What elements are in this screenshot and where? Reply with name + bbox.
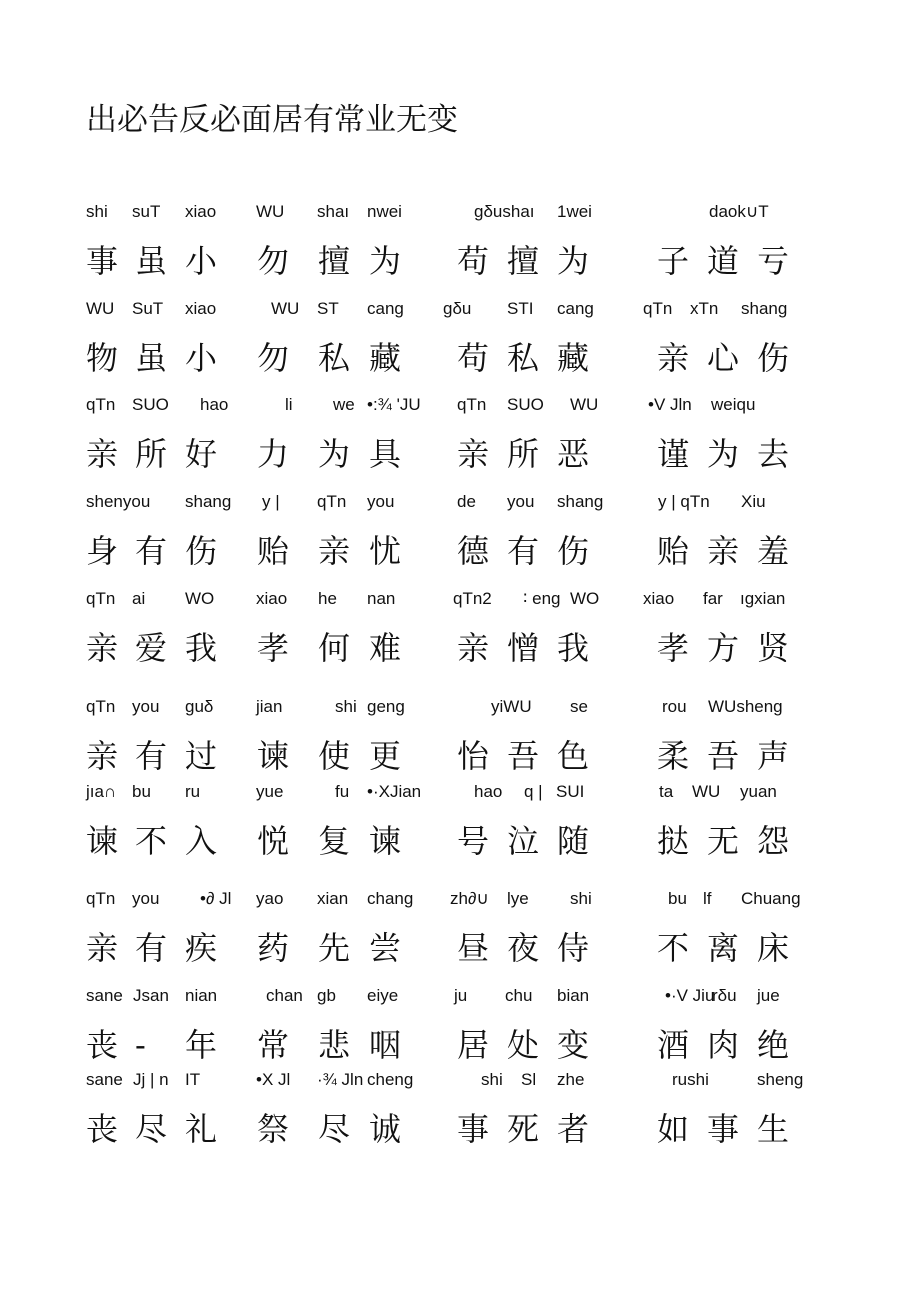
hanzi-character: 绝 (757, 1026, 790, 1064)
pinyin-syllable: Jsan (133, 986, 169, 1005)
hanzi-character: 肉 (707, 1026, 740, 1064)
hanzi-character: 离 (707, 929, 740, 967)
hanzi-character: 孝 (257, 629, 290, 667)
hanzi-character: 谨 (657, 435, 690, 473)
hanzi-character: 贤 (757, 629, 790, 667)
hanzi-character: 难 (369, 629, 402, 667)
hanzi-character: 忧 (369, 532, 402, 570)
pinyin-syllable: qTn (457, 395, 487, 414)
hanzi-character: - (135, 1026, 146, 1064)
hanzi-character: 丧 (86, 1110, 119, 1148)
hanzi-character: 尝 (369, 929, 402, 967)
pinyin-syllable: hao (474, 782, 503, 801)
hanzi-character: 不 (135, 822, 168, 860)
hanzi-character: 贻 (257, 532, 290, 570)
hanzi-character: 亲 (657, 339, 690, 377)
pinyin-syllable: xiao (643, 589, 675, 608)
pinyin-syllable: li (285, 395, 293, 414)
pinyin-syllable: xiao (185, 202, 217, 221)
pinyin-syllable: cang (557, 299, 594, 318)
pinyin-syllable: lf (703, 889, 712, 908)
hanzi-character: 有 (135, 929, 168, 967)
hanzi-character: 恶 (557, 435, 590, 473)
hanzi-character: 亲 (707, 532, 740, 570)
pinyin-syllable: yuan (740, 782, 777, 801)
hanzi-character: 先 (318, 929, 351, 967)
hanzi-character: 苟 (457, 339, 490, 377)
pinyin-syllable: chan (266, 986, 303, 1005)
hanzi-character: 物 (86, 339, 119, 377)
hanzi-character: 谏 (86, 822, 119, 860)
hanzi-character: 孝 (657, 629, 690, 667)
pinyin-syllable: geng (367, 697, 405, 716)
hanzi-character: 具 (369, 435, 402, 473)
pinyin-syllable: bu (132, 782, 151, 801)
hanzi-character: 生 (757, 1110, 790, 1148)
pinyin-syllable: rushi (672, 1070, 709, 1089)
hanzi-character: 诚 (369, 1110, 402, 1148)
pinyin-syllable: qTn (86, 589, 116, 608)
hanzi-character: 好 (185, 435, 218, 473)
hanzi-character: 为 (557, 242, 590, 280)
hanzi-character: 虽 (135, 339, 168, 377)
pinyin-syllable: qTn (86, 395, 116, 414)
pinyin-syllable: sheng (757, 1070, 804, 1089)
hanzi-character: 有 (507, 532, 540, 570)
pinyin-syllable: cheng (367, 1070, 414, 1089)
pinyin-syllable: you (132, 889, 160, 908)
hanzi-character: 亲 (86, 929, 119, 967)
pinyin-syllable: shi (570, 889, 592, 908)
page-title: 出必告反必面居有常业无变 (86, 102, 458, 138)
pinyin-syllable: sane (86, 986, 123, 1005)
pinyin-syllable: se (570, 697, 588, 716)
hanzi-character: 心 (707, 339, 740, 377)
pinyin-syllable: SuT (132, 299, 164, 318)
hanzi-character: 处 (507, 1026, 540, 1064)
hanzi-character: 怨 (757, 822, 790, 860)
pinyin-syllable: Sl (521, 1070, 537, 1089)
pinyin-syllable: bu (668, 889, 687, 908)
pinyin-syllable: Xiu (741, 492, 766, 511)
pinyin-syllable: weiqu (711, 395, 756, 414)
hanzi-character: 酒 (657, 1026, 690, 1064)
hanzi-character: 丧 (86, 1026, 119, 1064)
hanzi-character: 事 (707, 1110, 740, 1148)
pinyin-syllable: zhe (557, 1070, 585, 1089)
hanzi-character: 昼 (457, 929, 490, 967)
pinyin-syllable: SUI (556, 782, 585, 801)
hanzi-character: 泣 (507, 822, 540, 860)
pinyin-syllable: zh∂∪ (450, 889, 489, 908)
pinyin-syllable: nan (367, 589, 396, 608)
hanzi-character: 常 (257, 1026, 290, 1064)
hanzi-character: 所 (135, 435, 168, 473)
pinyin-syllable: jue (757, 986, 780, 1005)
hanzi-character: 药 (257, 929, 290, 967)
hanzi-character: 擅 (318, 242, 351, 280)
hanzi-character: 亲 (86, 737, 119, 775)
pinyin-syllable: qTn (643, 299, 673, 318)
pinyin-syllable: gb (317, 986, 336, 1005)
pinyin-syllable: shang (185, 492, 232, 511)
hanzi-character: 无 (707, 822, 740, 860)
pinyin-syllable: yao (256, 889, 284, 908)
pinyin-syllable: he (318, 589, 337, 608)
pinyin-syllable: ta (659, 782, 674, 801)
pinyin-syllable: SUO (132, 395, 169, 414)
hanzi-character: 亲 (86, 435, 119, 473)
hanzi-character: 尽 (318, 1110, 351, 1148)
pinyin-syllable: daok∪T (709, 202, 769, 221)
hanzi-character: 道 (707, 242, 740, 280)
hanzi-character: 号 (457, 822, 490, 860)
hanzi-character: 咽 (369, 1026, 402, 1064)
hanzi-character: 柔 (657, 737, 690, 775)
hanzi-character: 小 (185, 242, 218, 280)
hanzi-character: 有 (135, 532, 168, 570)
hanzi-character: 伤 (557, 532, 590, 570)
hanzi-character: 小 (185, 339, 218, 377)
pinyin-syllable: xian (317, 889, 349, 908)
hanzi-character: 伤 (185, 532, 218, 570)
pinyin-syllable: chang (367, 889, 414, 908)
hanzi-character: 悦 (257, 822, 290, 860)
pinyin-syllable: 1wei (557, 202, 592, 221)
pinyin-syllable: WO (570, 589, 600, 608)
pinyin-syllable: •V Jln (648, 395, 692, 414)
pinyin-syllable: IT (185, 1070, 201, 1089)
hanzi-character: 色 (557, 737, 590, 775)
hanzi-character: 亲 (318, 532, 351, 570)
hanzi-character: 我 (557, 629, 590, 667)
hanzi-character: 谏 (257, 737, 290, 775)
hanzi-character: 有 (135, 737, 168, 775)
pinyin-syllable: ai (132, 589, 146, 608)
pinyin-syllable: you (367, 492, 395, 511)
hanzi-character: 不 (657, 929, 690, 967)
hanzi-character: 祭 (257, 1110, 290, 1148)
pinyin-syllable: WU (271, 299, 300, 318)
hanzi-character: 如 (657, 1110, 690, 1148)
hanzi-character: 死 (507, 1110, 540, 1148)
pinyin-syllable: de (457, 492, 476, 511)
hanzi-character: 更 (369, 737, 402, 775)
hanzi-character: 入 (185, 822, 218, 860)
hanzi-character: 怡 (457, 737, 490, 775)
pinyin-syllable: qTn (317, 492, 347, 511)
pinyin-syllable: suT (132, 202, 161, 221)
pinyin-syllable: ·¾ Jln (317, 1070, 364, 1089)
pinyin-syllable: ru (185, 782, 201, 801)
pinyin-syllable: ∶ eng (523, 589, 561, 608)
pinyin-syllable: y | (262, 492, 280, 511)
pinyin-syllable: •:¾ 'JU (367, 395, 421, 414)
pinyin-syllable: chu (505, 986, 533, 1005)
hanzi-character: 事 (457, 1110, 490, 1148)
pinyin-syllable: gδu (443, 299, 472, 318)
pinyin-syllable: we (333, 395, 355, 414)
pinyin-syllable: Jj | n (133, 1070, 169, 1089)
hanzi-character: 吾 (707, 737, 740, 775)
pinyin-syllable: SUO (507, 395, 544, 414)
pinyin-syllable: STI (507, 299, 534, 318)
hanzi-character: 爱 (135, 629, 168, 667)
hanzi-character: 声 (757, 737, 790, 775)
pinyin-syllable: Chuang (741, 889, 801, 908)
hanzi-character: 私 (507, 339, 540, 377)
hanzi-character: 尽 (135, 1110, 168, 1148)
hanzi-character: 子 (657, 242, 690, 280)
hanzi-character: 悲 (318, 1026, 351, 1064)
pinyin-syllable: yue (256, 782, 284, 801)
pinyin-syllable: xiao (185, 299, 217, 318)
pinyin-syllable: shaı (317, 202, 350, 221)
hanzi-character: 亲 (457, 629, 490, 667)
hanzi-character: 侍 (557, 929, 590, 967)
pinyin-syllable: fu (335, 782, 350, 801)
pinyin-syllable: sane (86, 1070, 123, 1089)
pinyin-syllable: guδ (185, 697, 214, 716)
pinyin-syllable: hao (200, 395, 229, 414)
hanzi-character: 礼 (185, 1110, 218, 1148)
pinyin-syllable: bian (557, 986, 590, 1005)
hanzi-character: 私 (318, 339, 351, 377)
pinyin-syllable: rou (662, 697, 687, 716)
pinyin-syllable: nwei (367, 202, 402, 221)
hanzi-character: 藏 (557, 339, 590, 377)
hanzi-character: 事 (86, 242, 119, 280)
pinyin-syllable: q | (524, 782, 543, 801)
pinyin-syllable: WU (256, 202, 285, 221)
pinyin-syllable: shenyou (86, 492, 151, 511)
hanzi-character: 虽 (135, 242, 168, 280)
hanzi-character: 年 (185, 1026, 218, 1064)
hanzi-character: 吾 (507, 737, 540, 775)
pinyin-syllable: shang (557, 492, 604, 511)
pinyin-syllable: qTn (86, 889, 116, 908)
hanzi-character: 何 (318, 629, 351, 667)
pinyin-syllable: ST (317, 299, 339, 318)
pinyin-syllable: ju (454, 986, 468, 1005)
hanzi-character: 复 (318, 822, 351, 860)
hanzi-character: 去 (757, 435, 790, 473)
pinyin-syllable: rδu (712, 986, 737, 1005)
hanzi-character: 德 (457, 532, 490, 570)
hanzi-character: 挞 (657, 822, 690, 860)
pinyin-syllable: far (703, 589, 723, 608)
hanzi-character: 亲 (86, 629, 119, 667)
hanzi-character: 使 (318, 737, 351, 775)
pinyin-syllable: qTn (86, 697, 116, 716)
pinyin-syllable: xiao (256, 589, 288, 608)
hanzi-character: 苟 (457, 242, 490, 280)
hanzi-character: 床 (757, 929, 790, 967)
hanzi-character: 夜 (507, 929, 540, 967)
hanzi-character: 贻 (657, 532, 690, 570)
pinyin-syllable: WO (185, 589, 215, 608)
hanzi-character: 亏 (757, 242, 790, 280)
pinyin-syllable: WUsheng (708, 697, 783, 716)
pinyin-syllable: shi (335, 697, 357, 716)
pinyin-syllable: WU (570, 395, 599, 414)
hanzi-character: 藏 (369, 339, 402, 377)
pinyin-syllable: WU (692, 782, 721, 801)
hanzi-character: 为 (369, 242, 402, 280)
pinyin-syllable: gδushaı (474, 202, 535, 221)
hanzi-character: 我 (185, 629, 218, 667)
hanzi-character: 过 (185, 737, 218, 775)
pinyin-syllable: you (132, 697, 160, 716)
hanzi-character: 力 (257, 435, 290, 473)
hanzi-character: 憎 (507, 629, 540, 667)
pinyin-syllable: •X Jl (256, 1070, 291, 1089)
pinyin-syllable: cang (367, 299, 404, 318)
hanzi-character: 勿 (257, 339, 290, 377)
pinyin-syllable: lye (507, 889, 529, 908)
pinyin-syllable: you (507, 492, 535, 511)
pinyin-syllable: shi (481, 1070, 503, 1089)
hanzi-character: 所 (507, 435, 540, 473)
pinyin-syllable: qTn2 (453, 589, 492, 608)
hanzi-character: 随 (557, 822, 590, 860)
hanzi-character: 擅 (507, 242, 540, 280)
hanzi-character: 伤 (757, 339, 790, 377)
pinyin-syllable: WU (86, 299, 115, 318)
pinyin-syllable: eiye (367, 986, 399, 1005)
hanzi-character: 变 (557, 1026, 590, 1064)
pinyin-syllable: yiWU (491, 697, 532, 716)
hanzi-character: 羞 (757, 532, 790, 570)
hanzi-character: 身 (86, 532, 119, 570)
pinyin-syllable: •·V Jiu (665, 986, 715, 1005)
pinyin-syllable: nian (185, 986, 218, 1005)
pinyin-syllable: •∂ Jl (200, 889, 232, 908)
pinyin-syllable: ıgxian (740, 589, 786, 608)
hanzi-character: 者 (557, 1110, 590, 1148)
hanzi-character: 勿 (257, 242, 290, 280)
pinyin-syllable: y | qTn (658, 492, 710, 511)
hanzi-character: 谏 (369, 822, 402, 860)
hanzi-character: 居 (457, 1026, 490, 1064)
hanzi-character: 疾 (185, 929, 218, 967)
hanzi-character: 为 (707, 435, 740, 473)
pinyin-syllable: shi (86, 202, 108, 221)
pinyin-syllable: jıa∩ (86, 782, 117, 801)
pinyin-syllable: jian (256, 697, 283, 716)
pinyin-syllable: shang (741, 299, 788, 318)
hanzi-character: 方 (707, 629, 740, 667)
pinyin-syllable: xTn (690, 299, 719, 318)
hanzi-character: 亲 (457, 435, 490, 473)
hanzi-character: 为 (318, 435, 351, 473)
pinyin-syllable: •·XJian (367, 782, 422, 801)
